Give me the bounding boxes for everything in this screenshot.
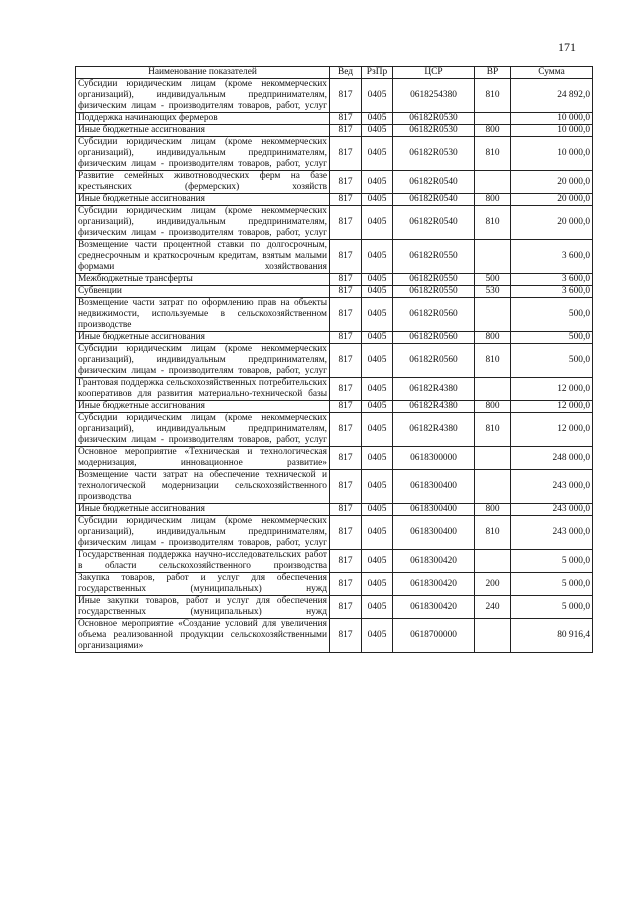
cell-csr: 06182R0550 bbox=[393, 286, 475, 298]
cell-name: Субвенции bbox=[76, 286, 330, 298]
table-row bbox=[76, 79, 593, 113]
table-row bbox=[76, 619, 593, 653]
table-row bbox=[76, 516, 593, 550]
cell-vr bbox=[475, 470, 511, 504]
cell-sum: 243 000,0 bbox=[511, 470, 593, 504]
cell-vr: 800 bbox=[475, 194, 511, 206]
cell-name: Субсидии юридическим лицам (кроме некоммерческих организаций), индивидуальным предпринимателям, физическим лицам - производителям товаров, работ, услуг bbox=[76, 344, 330, 378]
cell-sum: 248 000,0 bbox=[511, 447, 593, 470]
cell-ved: 817 bbox=[330, 332, 362, 344]
cell-csr: 06182R0560 bbox=[393, 344, 475, 378]
table-row bbox=[76, 470, 593, 504]
table-row bbox=[76, 298, 593, 332]
cell-ved: 817 bbox=[330, 125, 362, 137]
cell-sum: 12 000,0 bbox=[511, 401, 593, 413]
table-row bbox=[76, 206, 593, 240]
cell-sum: 12 000,0 bbox=[511, 413, 593, 447]
cell-name: Основное мероприятие «Создание условий для увеличения объема реализованной продукции сельскохозяйственными организациями» bbox=[76, 619, 330, 653]
cell-rzpr: 0405 bbox=[362, 79, 393, 113]
cell-name: Субсидии юридическим лицам (кроме некоммерческих организаций), индивидуальным предпринимателям, физическим лицам - производителям товаров, работ, услуг bbox=[76, 413, 330, 447]
cell-rzpr: 0405 bbox=[362, 550, 393, 573]
cell-vr bbox=[475, 378, 511, 401]
cell-ved: 817 bbox=[330, 401, 362, 413]
cell-vr: 500 bbox=[475, 274, 511, 286]
cell-ved: 817 bbox=[330, 171, 362, 194]
cell-ved: 817 bbox=[330, 286, 362, 298]
cell-rzpr: 0405 bbox=[362, 298, 393, 332]
cell-csr: 0618300000 bbox=[393, 447, 475, 470]
cell-sum: 80 916,4 bbox=[511, 619, 593, 653]
cell-sum: 20 000,0 bbox=[511, 171, 593, 194]
cell-rzpr: 0405 bbox=[362, 470, 393, 504]
cell-name: Возмещение части затрат по оформлению прав на объекты недвижимости, используемые в сельскохозяйственном производстве bbox=[76, 298, 330, 332]
cell-ved: 817 bbox=[330, 447, 362, 470]
header-csr: ЦСР bbox=[393, 67, 475, 79]
table-row bbox=[76, 378, 593, 401]
cell-rzpr: 0405 bbox=[362, 240, 393, 274]
cell-rzpr: 0405 bbox=[362, 573, 393, 596]
cell-vr: 800 bbox=[475, 332, 511, 344]
cell-sum: 20 000,0 bbox=[511, 206, 593, 240]
cell-vr: 810 bbox=[475, 206, 511, 240]
table-row bbox=[76, 344, 593, 378]
table-body bbox=[76, 79, 593, 653]
cell-sum: 10 000,0 bbox=[511, 125, 593, 137]
cell-csr: 06182R0530 bbox=[393, 113, 475, 125]
cell-rzpr: 0405 bbox=[362, 137, 393, 171]
cell-ved: 817 bbox=[330, 79, 362, 113]
cell-sum: 12 000,0 bbox=[511, 378, 593, 401]
cell-sum: 10 000,0 bbox=[511, 137, 593, 171]
cell-name: Закупка товаров, работ и услуг для обеспечения государственных (муниципальных) нужд bbox=[76, 573, 330, 596]
cell-ved: 817 bbox=[330, 550, 362, 573]
cell-vr: 800 bbox=[475, 504, 511, 516]
cell-sum: 20 000,0 bbox=[511, 194, 593, 206]
cell-ved: 817 bbox=[330, 378, 362, 401]
cell-sum: 5 000,0 bbox=[511, 596, 593, 619]
cell-csr: 0618300400 bbox=[393, 516, 475, 550]
cell-sum: 3 600,0 bbox=[511, 240, 593, 274]
cell-csr: 0618300420 bbox=[393, 550, 475, 573]
cell-rzpr: 0405 bbox=[362, 596, 393, 619]
cell-rzpr: 0405 bbox=[362, 619, 393, 653]
cell-sum: 3 600,0 bbox=[511, 274, 593, 286]
table-row bbox=[76, 573, 593, 596]
table-header-row bbox=[76, 67, 593, 79]
cell-rzpr: 0405 bbox=[362, 413, 393, 447]
cell-sum: 500,0 bbox=[511, 344, 593, 378]
cell-name: Иные бюджетные ассигнования bbox=[76, 332, 330, 344]
cell-name: Иные бюджетные ассигнования bbox=[76, 125, 330, 137]
cell-vr: 240 bbox=[475, 596, 511, 619]
budget-table bbox=[75, 66, 593, 653]
page-number: 171 bbox=[558, 40, 576, 54]
cell-vr: 810 bbox=[475, 413, 511, 447]
cell-csr: 0618700000 bbox=[393, 619, 475, 653]
header-ved: Вед bbox=[330, 67, 362, 79]
cell-vr: 810 bbox=[475, 516, 511, 550]
table-row bbox=[76, 332, 593, 344]
table-row bbox=[76, 240, 593, 274]
table-row bbox=[76, 596, 593, 619]
cell-csr: 06182R0540 bbox=[393, 194, 475, 206]
cell-ved: 817 bbox=[330, 274, 362, 286]
cell-csr: 06182R0560 bbox=[393, 332, 475, 344]
cell-rzpr: 0405 bbox=[362, 378, 393, 401]
table-row bbox=[76, 286, 593, 298]
table-row bbox=[76, 194, 593, 206]
cell-ved: 817 bbox=[330, 413, 362, 447]
cell-ved: 817 bbox=[330, 240, 362, 274]
cell-vr bbox=[475, 240, 511, 274]
cell-vr: 810 bbox=[475, 79, 511, 113]
cell-ved: 817 bbox=[330, 619, 362, 653]
cell-vr: 800 bbox=[475, 401, 511, 413]
table-row bbox=[76, 550, 593, 573]
cell-vr: 530 bbox=[475, 286, 511, 298]
header-sum: Сумма bbox=[511, 67, 593, 79]
cell-sum: 243 000,0 bbox=[511, 516, 593, 550]
cell-sum: 24 892,0 bbox=[511, 79, 593, 113]
cell-rzpr: 0405 bbox=[362, 401, 393, 413]
cell-name: Субсидии юридическим лицам (кроме некоммерческих организаций), индивидуальным предпринимателям, физическим лицам - производителям товаров, работ, услуг bbox=[76, 206, 330, 240]
cell-sum: 5 000,0 bbox=[511, 573, 593, 596]
cell-csr: 0618300420 bbox=[393, 573, 475, 596]
cell-rzpr: 0405 bbox=[362, 332, 393, 344]
cell-sum: 3 600,0 bbox=[511, 286, 593, 298]
cell-rzpr: 0405 bbox=[362, 286, 393, 298]
cell-ved: 817 bbox=[330, 194, 362, 206]
cell-name: Поддержка начинающих фермеров bbox=[76, 113, 330, 125]
header-vr: ВР bbox=[475, 67, 511, 79]
cell-rzpr: 0405 bbox=[362, 206, 393, 240]
cell-name: Межбюджетные трансферты bbox=[76, 274, 330, 286]
cell-name: Иные бюджетные ассигнования bbox=[76, 194, 330, 206]
cell-csr: 06182R0530 bbox=[393, 137, 475, 171]
cell-csr: 06182R0540 bbox=[393, 171, 475, 194]
cell-name: Возмещение части затрат на обеспечение технической и технологической модернизации сельскохозяйственного производства bbox=[76, 470, 330, 504]
cell-ved: 817 bbox=[330, 137, 362, 171]
cell-rzpr: 0405 bbox=[362, 344, 393, 378]
cell-rzpr: 0405 bbox=[362, 171, 393, 194]
cell-csr: 0618254380 bbox=[393, 79, 475, 113]
cell-name: Иные бюджетные ассигнования bbox=[76, 401, 330, 413]
table-row bbox=[76, 274, 593, 286]
cell-sum: 500,0 bbox=[511, 298, 593, 332]
cell-name: Возмещение части процентной ставки по долгосрочным, среднесрочным и краткосрочным кредитам, взятым малыми формами хозяйствования bbox=[76, 240, 330, 274]
table-row bbox=[76, 504, 593, 516]
cell-rzpr: 0405 bbox=[362, 125, 393, 137]
cell-vr bbox=[475, 550, 511, 573]
cell-name: Грантовая поддержка сельскохозяйственных потребительских кооперативов для развития материально-технической базы bbox=[76, 378, 330, 401]
cell-name: Субсидии юридическим лицам (кроме некоммерческих организаций), индивидуальным предпринимателям, физическим лицам - производителям товаров, работ, услуг bbox=[76, 516, 330, 550]
cell-ved: 817 bbox=[330, 344, 362, 378]
cell-name: Основное мероприятие «Техническая и технологическая модернизация, инновационное развитие» bbox=[76, 447, 330, 470]
cell-rzpr: 0405 bbox=[362, 113, 393, 125]
cell-ved: 817 bbox=[330, 596, 362, 619]
cell-csr: 06182R0540 bbox=[393, 206, 475, 240]
cell-csr: 0618300420 bbox=[393, 596, 475, 619]
cell-vr bbox=[475, 619, 511, 653]
cell-csr: 06182R4380 bbox=[393, 401, 475, 413]
cell-rzpr: 0405 bbox=[362, 447, 393, 470]
table-row bbox=[76, 125, 593, 137]
cell-name: Субсидии юридическим лицам (кроме некоммерческих организаций), индивидуальным предпринимателям, физическим лицам - производителям товаров, работ, услуг bbox=[76, 137, 330, 171]
cell-sum: 500,0 bbox=[511, 332, 593, 344]
cell-vr bbox=[475, 171, 511, 194]
cell-ved: 817 bbox=[330, 573, 362, 596]
cell-csr: 06182R4380 bbox=[393, 378, 475, 401]
cell-sum: 243 000,0 bbox=[511, 504, 593, 516]
cell-vr bbox=[475, 447, 511, 470]
table-row bbox=[76, 171, 593, 194]
cell-ved: 817 bbox=[330, 470, 362, 504]
cell-vr: 200 bbox=[475, 573, 511, 596]
table-row bbox=[76, 413, 593, 447]
cell-ved: 817 bbox=[330, 504, 362, 516]
cell-csr: 06182R0550 bbox=[393, 274, 475, 286]
cell-vr bbox=[475, 113, 511, 125]
cell-name: Развитие семейных животноводческих ферм на базе крестьянских (фермерских) хозяйств bbox=[76, 171, 330, 194]
cell-name: Субсидии юридическим лицам (кроме некоммерческих организаций), индивидуальным предпринимателям, физическим лицам - производителям товаров, работ, услуг bbox=[76, 79, 330, 113]
cell-rzpr: 0405 bbox=[362, 516, 393, 550]
cell-name: Иные закупки товаров, работ и услуг для обеспечения государственных (муниципальных) нужд bbox=[76, 596, 330, 619]
cell-sum: 5 000,0 bbox=[511, 550, 593, 573]
cell-rzpr: 0405 bbox=[362, 194, 393, 206]
cell-vr: 810 bbox=[475, 137, 511, 171]
header-name: Наименование показателей bbox=[76, 67, 330, 79]
cell-csr: 06182R0560 bbox=[393, 298, 475, 332]
cell-csr: 06182R4380 bbox=[393, 413, 475, 447]
cell-csr: 06182R0550 bbox=[393, 240, 475, 274]
cell-sum: 10 000,0 bbox=[511, 113, 593, 125]
cell-vr: 810 bbox=[475, 344, 511, 378]
cell-vr: 800 bbox=[475, 125, 511, 137]
table-row bbox=[76, 137, 593, 171]
cell-ved: 817 bbox=[330, 113, 362, 125]
table-row bbox=[76, 401, 593, 413]
cell-ved: 817 bbox=[330, 206, 362, 240]
cell-rzpr: 0405 bbox=[362, 504, 393, 516]
cell-rzpr: 0405 bbox=[362, 274, 393, 286]
cell-csr: 0618300400 bbox=[393, 504, 475, 516]
cell-name: Иные бюджетные ассигнования bbox=[76, 504, 330, 516]
cell-name: Государственная поддержка научно-исследовательских работ в области сельскохозяйственного производства bbox=[76, 550, 330, 573]
cell-ved: 817 bbox=[330, 516, 362, 550]
cell-ved: 817 bbox=[330, 298, 362, 332]
cell-vr bbox=[475, 298, 511, 332]
table-row bbox=[76, 447, 593, 470]
header-rzpr: РзПр bbox=[362, 67, 393, 79]
cell-csr: 0618300400 bbox=[393, 470, 475, 504]
cell-csr: 06182R0530 bbox=[393, 125, 475, 137]
table-row bbox=[76, 113, 593, 125]
